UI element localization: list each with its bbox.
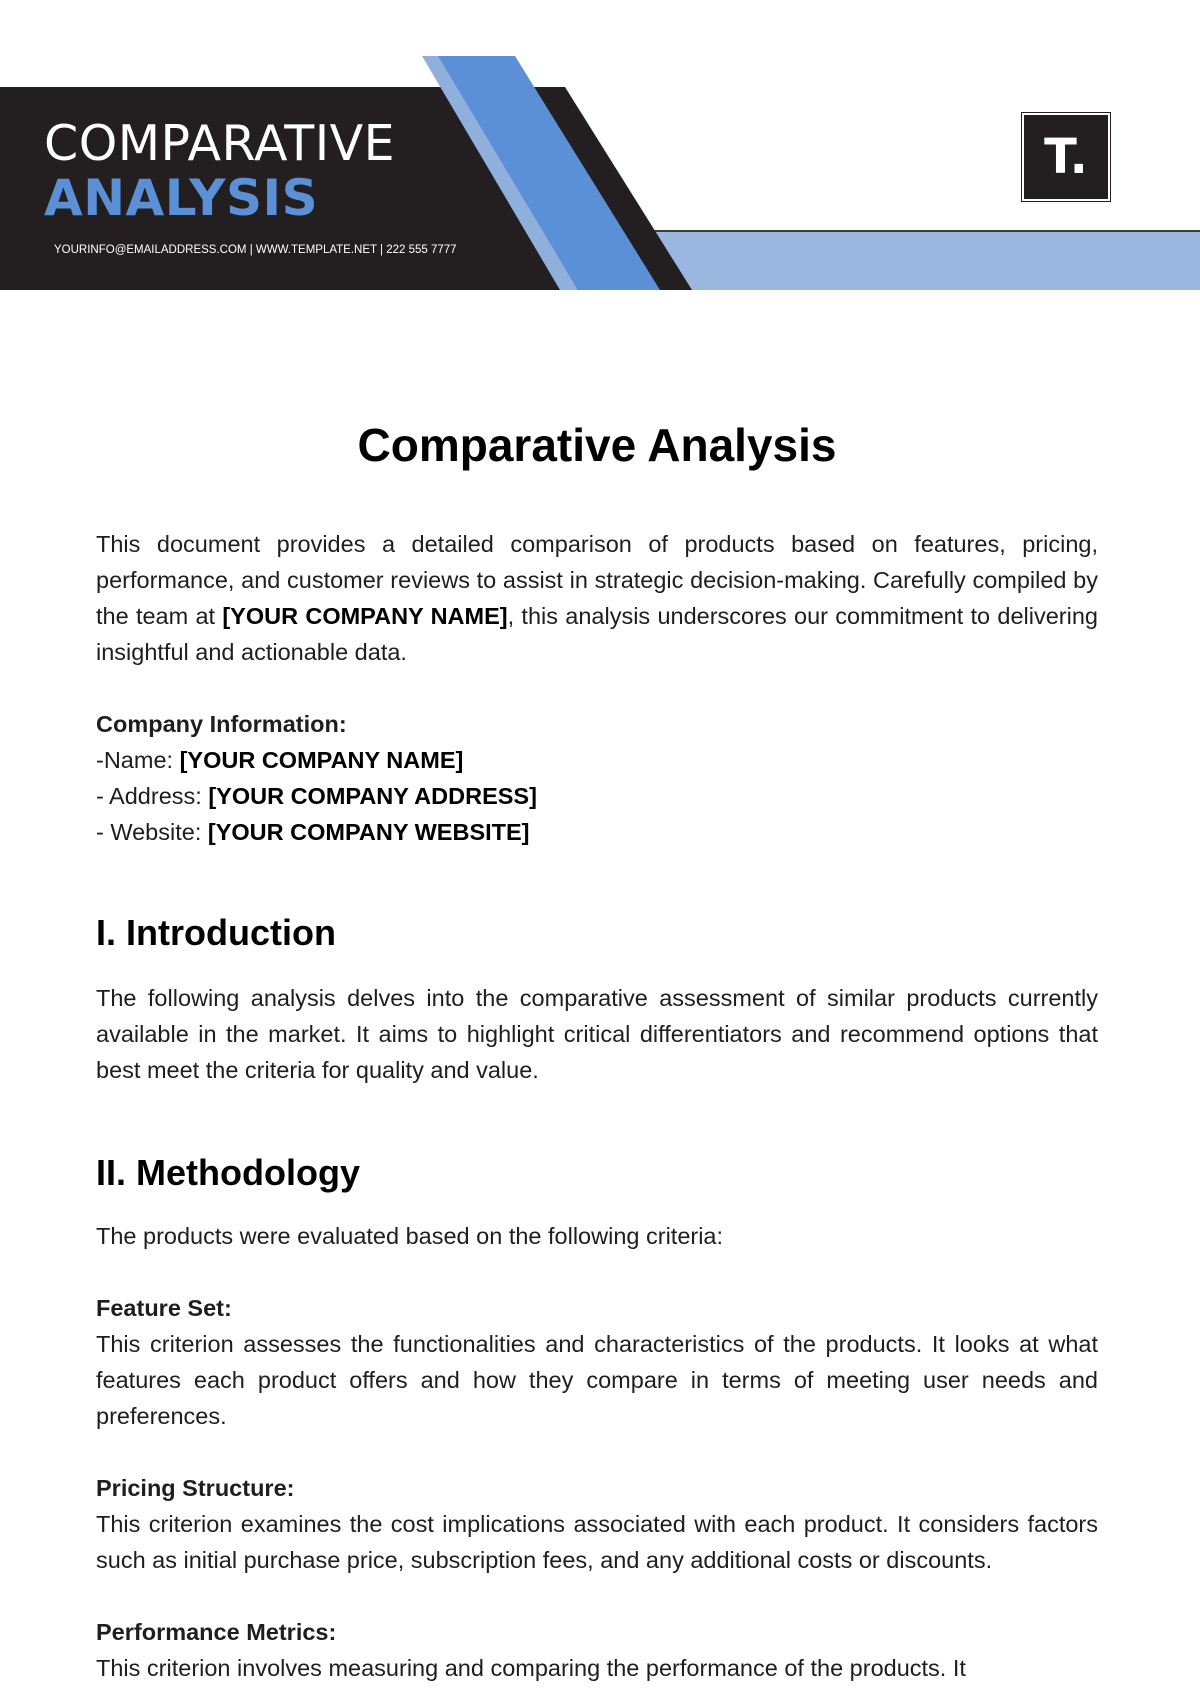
company-name-value: [YOUR COMPANY NAME] xyxy=(179,747,464,773)
company-website-line xyxy=(96,814,1098,850)
company-address-line xyxy=(96,778,1098,814)
company-info-block xyxy=(96,706,1098,850)
header-light-band xyxy=(600,231,1200,290)
criterion-item xyxy=(96,1290,1098,1434)
methodology-heading: II. Methodology xyxy=(96,1152,360,1193)
intro-company-name: [YOUR COMPANY NAME] xyxy=(222,603,508,629)
document-body xyxy=(96,410,1098,1686)
criterion-label: Pricing Structure: xyxy=(96,1475,295,1501)
introduction-heading: I. Introduction xyxy=(96,912,336,953)
company-name-line xyxy=(96,742,1098,778)
criterion-item xyxy=(96,1614,1098,1686)
logo-letter: T. xyxy=(1044,129,1088,185)
intro-paragraph xyxy=(96,526,1098,670)
criterion-label: Feature Set: xyxy=(96,1295,232,1321)
company-website-value: [YOUR COMPANY WEBSITE] xyxy=(207,819,530,845)
introduction-paragraph: The following analysis delves into the comparative assessment of similar products currently available in the market. It aims to highlight critical differentiators and recommend options that best meet the criteria for quality and value. xyxy=(96,985,1098,1083)
criterion-item xyxy=(96,1470,1098,1578)
company-name-label: -Name: xyxy=(96,747,180,773)
methodology-paragraph: The products were evaluated based on the following criteria: xyxy=(96,1223,724,1249)
intro-text-start: This document provides a detailed comparison of products based on features, pricing, performance, and customer reviews to assist in strategic decision-making. Carefully compiled by the team at xyxy=(96,531,1098,629)
company-info-label: Company Information: xyxy=(96,711,347,737)
company-address-label: - Address: xyxy=(96,783,209,809)
criterion-text: This criterion assesses the functionalities and characteristics of the products. It looks at what features each product offers and how they compare in terms of meeting user needs and preferences. xyxy=(96,1331,1098,1429)
criterion-label: Performance Metrics: xyxy=(96,1619,337,1645)
brand-title: COMPARATIVE xyxy=(44,115,396,172)
company-address-value: [YOUR COMPANY ADDRESS] xyxy=(208,783,537,809)
contact-line: YOURINFO@EMAILADDRESS.COM | WWW.TEMPLATE.NET | 222 555 7777 xyxy=(54,244,457,256)
criterion-text: This criterion involves measuring and comparing the performance of the products. It xyxy=(96,1655,966,1681)
criterion-text: This criterion examines the cost implications associated with each product. It considers factors such as initial purchase price, subscription fees, and any additional costs or discounts. xyxy=(96,1511,1098,1573)
company-website-label: - Website: xyxy=(96,819,208,845)
company-logo xyxy=(1024,115,1108,199)
document-title: Comparative Analysis xyxy=(357,419,837,471)
document-header xyxy=(0,0,1200,300)
brand-subtitle: ANALYSIS xyxy=(44,169,319,227)
intro-text-end: , this analysis underscores our commitment to delivering insightful and actionable data. xyxy=(96,603,1098,665)
